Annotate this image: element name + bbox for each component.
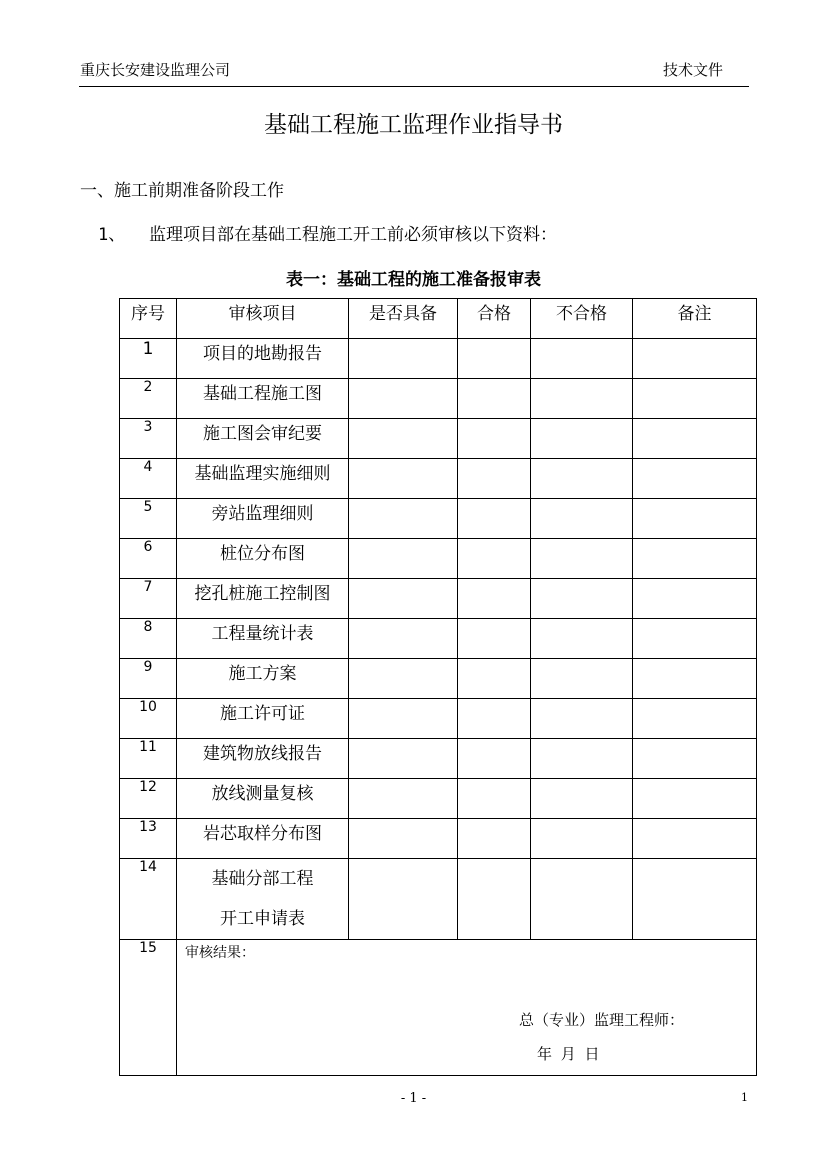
cell-pass[interactable] [458,779,531,819]
table-row [120,539,757,579]
cell-fail[interactable] [531,499,633,539]
cell-available[interactable] [349,699,458,739]
cell-remarks[interactable] [633,819,757,859]
row-item: 施工图会审纪要 [177,419,349,459]
cell-remarks[interactable] [633,699,757,739]
cell-remarks[interactable] [633,419,757,459]
cell-remarks[interactable] [633,659,757,699]
supervisor-signature-label: 总（专业）监理工程师： [519,1011,685,1029]
table-row [120,699,757,739]
cell-available[interactable] [349,499,458,539]
table-row [120,619,757,659]
header-divider [79,86,749,87]
table-row [120,339,757,379]
cell-available[interactable] [349,339,458,379]
review-result-label: 审核结果： [185,945,255,961]
row-number: 11 [120,739,177,779]
row-item: 挖孔桩施工控制图 [177,579,349,619]
col-header-available: 是否具备 [349,299,458,339]
cell-fail[interactable] [531,819,633,859]
cell-available[interactable] [349,779,458,819]
row-number: 7 [120,579,177,619]
cell-fail[interactable] [531,779,633,819]
cell-fail[interactable] [531,459,633,499]
cell-available[interactable] [349,579,458,619]
row-item: 基础监理实施细则 [177,459,349,499]
table-row [120,859,757,940]
cell-remarks[interactable] [633,739,757,779]
cell-remarks[interactable] [633,779,757,819]
cell-fail[interactable] [531,859,633,940]
cell-pass[interactable] [458,819,531,859]
row-number: 2 [120,379,177,419]
cell-pass[interactable] [458,419,531,459]
cell-pass[interactable] [458,699,531,739]
cell-fail[interactable] [531,539,633,579]
document-title: 基础工程施工监理作业指导书 [264,112,563,138]
cell-available[interactable] [349,619,458,659]
row-item: 旁站监理细则 [177,499,349,539]
cell-available[interactable] [349,859,458,940]
col-header-item: 审核项目 [177,299,349,339]
cell-pass[interactable] [458,859,531,940]
cell-fail[interactable] [531,379,633,419]
col-header-pass: 合格 [458,299,531,339]
table-row [120,659,757,699]
cell-pass[interactable] [458,539,531,579]
cell-remarks[interactable] [633,859,757,940]
row-number: 13 [120,819,177,859]
cell-available[interactable] [349,659,458,699]
cell-remarks[interactable] [633,619,757,659]
cell-remarks[interactable] [633,579,757,619]
row-number: 5 [120,499,177,539]
row-number: 6 [120,539,177,579]
row-item: 工程量统计表 [177,619,349,659]
section-heading: 一、施工前期准备阶段工作 [80,181,284,201]
row-number: 9 [120,659,177,699]
document-type: 技术文件 [663,61,724,79]
cell-available[interactable] [349,379,458,419]
table-row [120,779,757,819]
company-name: 重庆长安建设监理公司 [80,61,231,79]
table-row [120,459,757,499]
row-item: 桩位分布图 [177,539,349,579]
cell-fail[interactable] [531,579,633,619]
cell-remarks[interactable] [633,459,757,499]
cell-pass[interactable] [458,579,531,619]
cell-available[interactable] [349,819,458,859]
cell-fail[interactable] [531,659,633,699]
col-header-fail: 不合格 [531,299,633,339]
table-row [120,819,757,859]
row-item: 施工方案 [177,659,349,699]
row-item [177,859,349,940]
item-text: 监理项目部在基础工程施工开工前必须审核以下资料： [149,225,557,245]
row-item: 放线测量复核 [177,779,349,819]
cell-remarks[interactable] [633,379,757,419]
cell-available[interactable] [349,739,458,779]
row-item: 岩芯取样分布图 [177,819,349,859]
cell-pass[interactable] [458,499,531,539]
page-number: - 1 - [400,1091,427,1106]
date-label: 年 月 日 [537,1045,600,1063]
cell-available[interactable] [349,539,458,579]
cell-pass[interactable] [458,459,531,499]
cell-pass[interactable] [458,739,531,779]
table-row [120,579,757,619]
cell-fail[interactable] [531,339,633,379]
table-caption: 表一：基础工程的施工准备报审表 [286,270,541,290]
item-number: 1、 [98,225,126,245]
table-row [120,499,757,539]
row-item: 施工许可证 [177,699,349,739]
cell-remarks[interactable] [633,339,757,379]
cell-fail[interactable] [531,739,633,779]
cell-fail[interactable] [531,619,633,659]
table-row [120,379,757,419]
cell-fail[interactable] [531,699,633,739]
table-header-row [120,299,757,339]
row-item: 项目的地勘报告 [177,339,349,379]
cell-pass[interactable] [458,659,531,699]
cell-available[interactable] [349,459,458,499]
col-header-seq: 序号 [120,299,177,339]
cell-pass[interactable] [458,619,531,659]
cell-available[interactable] [349,419,458,459]
cell-pass[interactable] [458,339,531,379]
table-row [120,739,757,779]
row-item-line2: 开工申请表 [220,909,305,929]
row-item: 基础工程施工图 [177,379,349,419]
cell-fail[interactable] [531,419,633,459]
row-number: 15 [120,940,177,1076]
page-number-right: 1 [741,1091,748,1104]
result-cell[interactable] [177,940,757,1076]
cell-pass[interactable] [458,379,531,419]
table-row [120,419,757,459]
row-number: 3 [120,419,177,459]
cell-remarks[interactable] [633,499,757,539]
row-number: 14 [120,859,177,940]
row-number: 8 [120,619,177,659]
cell-remarks[interactable] [633,539,757,579]
row-number: 10 [120,699,177,739]
col-header-remarks: 备注 [633,299,757,339]
row-item: 建筑物放线报告 [177,739,349,779]
row-number: 4 [120,459,177,499]
row-item-line1: 基础分部工程 [211,869,314,889]
row-number: 1 [120,339,177,379]
row-number: 12 [120,779,177,819]
